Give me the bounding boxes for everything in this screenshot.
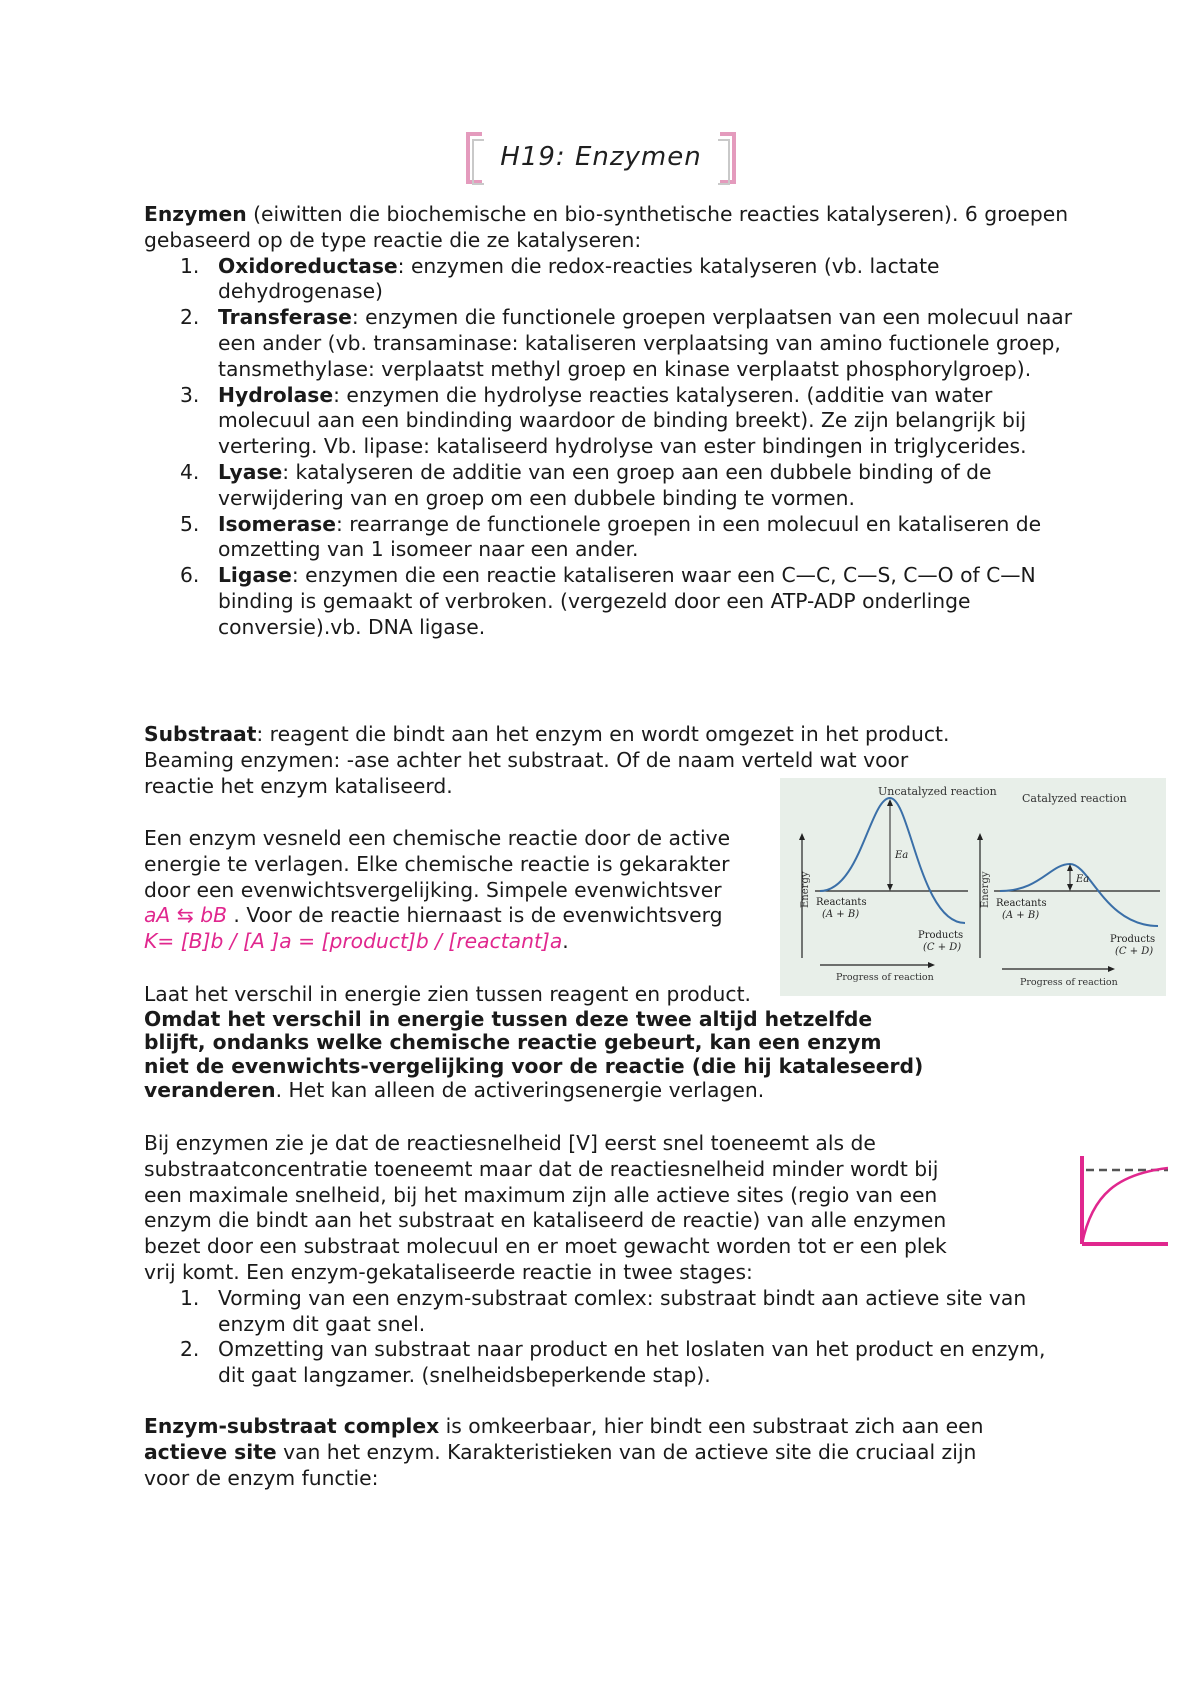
snelheid-line: enzym die bindt aan het substraat en kataliseerd de reactie) van alle enzymen	[144, 1208, 947, 1233]
evenwicht-line: Een enzym vesneld een chemische reactie door de active	[144, 826, 731, 850]
complex-term: Enzym-substraat complex	[144, 1414, 440, 1438]
list-item	[144, 460, 1084, 512]
right-y-label: Energy	[980, 871, 991, 908]
list-text: Omzetting van substraat naar product en het loslaten van het product en enzym, dit gaat langzamer. (snelheidsbeperkende stap).	[218, 1337, 1046, 1388]
snelheid-line: een maximale snelheid, bij het maximum zijn alle actieve sites (regio van een	[144, 1182, 938, 1207]
list-item	[144, 563, 1084, 640]
right-bracket-decoration	[720, 132, 736, 184]
list-number: 1.	[180, 253, 200, 278]
sketch-curve	[1082, 1168, 1168, 1244]
list-item	[144, 305, 1084, 382]
list-number: 4.	[180, 459, 200, 484]
intro-paragraph	[144, 202, 1084, 254]
list-number: 2.	[180, 1337, 200, 1362]
active-site-term: actieve site	[144, 1439, 277, 1464]
evenwicht-section	[144, 826, 784, 955]
list-number: 3.	[180, 382, 200, 407]
list-item	[144, 1286, 1074, 1338]
list-text: Vorming van een enzym-substraat comlex: substraat bindt aan actieve site van enzym dit gaat snel.	[218, 1285, 1027, 1336]
complex-line	[144, 1414, 1104, 1440]
left-x-label: Progress of reaction	[836, 972, 934, 983]
complex-section	[144, 1414, 1104, 1491]
right-ea-arrow-down	[1067, 884, 1073, 891]
substraat-line: reactie het enzym kataliseerd.	[144, 773, 453, 798]
complex-text: is omkeerbaar, hier bindt een substraat zich aan een	[439, 1414, 984, 1438]
snelheid-line: vrij komt. Een enzym-gekataliseerde reactie in twee stages:	[144, 1259, 753, 1284]
substraat-line	[144, 722, 1104, 748]
right-panel-title: Catalyzed reaction	[1022, 792, 1127, 805]
snelheid-line: substraatconcentratie toeneemt maar dat de reactiesnelheid minder wordt bij	[144, 1156, 939, 1181]
list-text: : enzymen die functionele groepen verplaatsen van een molecuul naar een ander (vb. transaminase: kataliseren verplaatsing van amino fuctionele groep, tansmethylase: verplaatst methyl groep en kinase verplaatst phosphorylgroep).	[218, 305, 1073, 381]
left-ea-arrow-up	[887, 799, 893, 806]
list-number: 5.	[180, 511, 200, 536]
energy-diagram-figure	[780, 778, 1166, 996]
saturation-curve-sketch	[1078, 1154, 1168, 1248]
verschil-bold-term: veranderen	[144, 1078, 276, 1103]
list-term: Isomerase	[218, 511, 336, 536]
evenwicht-line: door een evenwichtsvergelijking. Simpele evenwichtsver	[144, 877, 722, 902]
list-number: 2.	[180, 305, 200, 330]
saturation-curve-svg	[1078, 1154, 1168, 1248]
list-term: Hydrolase	[218, 382, 334, 407]
list-item	[144, 254, 1084, 306]
right-products-sub: (C + D)	[1115, 946, 1154, 957]
list-text: : enzymen die redox-reacties katalyseren (vb. lactate dehydrogenase)	[218, 253, 940, 304]
evenwicht-line	[144, 903, 784, 929]
left-products-sub: (C + D)	[923, 942, 962, 953]
list-term: Ligase	[218, 563, 292, 588]
list-item	[144, 512, 1084, 564]
evenwicht-text: . Voor de reactie hiernaast is de evenwichtsverg	[226, 903, 723, 928]
evenwicht-line: energie te verlagen. Elke chemische reactie is gekarakter	[144, 851, 730, 876]
equation-end: .	[562, 929, 569, 954]
list-number: 1.	[180, 1285, 200, 1310]
right-x-arrow	[1108, 966, 1115, 972]
equation-constant: K= [B]b / [A ]a = [product]b / [reactant]a	[144, 929, 563, 954]
list-term: Transferase	[218, 305, 352, 330]
list-text: : rearrange de functionele groepen in een molecuul en kataliseren de omzetting van 1 isomeer naar een ander.	[218, 511, 1042, 562]
intro-text: (eiwitten die biochemische en bio-synthetische reacties katalyseren). 6 groepen gebaseerd op de type reactie die ze katalyseren:	[144, 202, 1069, 252]
left-ea-arrow-down	[887, 884, 893, 891]
page-title: H19: Enzymen	[500, 142, 702, 172]
verschil-line: Laat het verschil in energie zien tussen reagent en product.	[144, 982, 751, 1006]
list-term: Lyase	[218, 459, 283, 484]
verschil-line	[144, 1078, 1104, 1104]
list-text: : enzymen die een reactie kataliseren waar een C—C, C—S, C—O of C—N binding is gemaakt of verbroken. (vergezeld door een ATP-ADP onderlinge conversie).vb. DNA ligase.	[218, 563, 1036, 639]
left-y-arrow	[799, 833, 805, 840]
right-x-label: Progress of reaction	[1020, 977, 1118, 988]
complex-text: van het enzym. Karakteristieken van de actieve site die cruciaal zijn	[276, 1439, 977, 1464]
list-item	[144, 1337, 1074, 1389]
right-products-label: Products	[1110, 934, 1156, 945]
evenwicht-line	[144, 929, 784, 955]
left-panel-title: Uncatalyzed reaction	[878, 785, 997, 798]
substraat-text: : reagent die bindt aan het enzym en wordt omgezet in het product.	[256, 722, 950, 746]
right-reactants-label: Reactants	[996, 898, 1047, 909]
substraat-term: Substraat	[144, 722, 257, 746]
left-y-label: Energy	[800, 871, 811, 908]
substraat-line: Beaming enzymen: -ase achter het substraat. Of de naam verteld wat voor	[144, 747, 909, 772]
snelheid-line: Bij enzymen zie je dat de reactiesnelheid [V] eerst snel toeneemt als de	[144, 1131, 876, 1155]
energy-diagram-svg	[780, 778, 1166, 996]
intro-term: Enzymen	[144, 202, 247, 226]
stages-list	[144, 1286, 1074, 1389]
title-block	[466, 132, 736, 188]
verschil-section	[144, 982, 1104, 1104]
complex-line	[144, 1440, 1104, 1466]
right-ea-label: Ea	[1076, 874, 1090, 885]
list-term: Oxidoreductase	[218, 253, 398, 278]
list-item	[144, 383, 1084, 460]
left-reactants-label: Reactants	[816, 897, 867, 908]
list-number: 6.	[180, 563, 200, 588]
verschil-bold-line: Omdat het verschil in energie tussen deze twee altijd hetzelfde	[144, 1006, 873, 1031]
verschil-bold-line: blijft, ondanks welke chemische reactie gebeurt, kan een enzym	[144, 1030, 882, 1055]
left-products-label: Products	[918, 930, 964, 941]
enzyme-groups-list	[144, 254, 1084, 641]
complex-line: voor de enzym functie:	[144, 1465, 379, 1490]
equation-reaction: aA ⇆ bB	[144, 903, 227, 928]
snelheid-section	[144, 1131, 1074, 1389]
verschil-bold-line: niet de evenwichts-vergelijking voor de reactie (die hij kataleseerd)	[144, 1053, 924, 1078]
left-reactants-sub: (A + B)	[822, 909, 860, 920]
snelheid-line: bezet door een substraat molecuul en er moet gewacht worden tot er een plek	[144, 1234, 947, 1259]
right-y-arrow	[977, 833, 983, 840]
list-text: : enzymen die hydrolyse reacties katalyseren. (additie van water molecuul aan een bindinding waardoor de binding breekt). Ze zijn belangrijk bij vertering. Vb. lipase: kataliseerd hydrolyse van ester bindingen in triglycerides.	[218, 382, 1027, 459]
left-x-arrow	[928, 962, 935, 968]
intro-section	[144, 202, 1084, 641]
left-ea-label: Ea	[895, 850, 909, 861]
right-reactants-sub: (A + B)	[1002, 910, 1040, 921]
verschil-text: . Het kan alleen de activeringsenergie verlagen.	[275, 1078, 765, 1103]
list-text: : katalyseren de additie van een groep aan een dubbele binding of de verwijdering van en groep om een dubbele binding te vormen.	[218, 459, 992, 510]
